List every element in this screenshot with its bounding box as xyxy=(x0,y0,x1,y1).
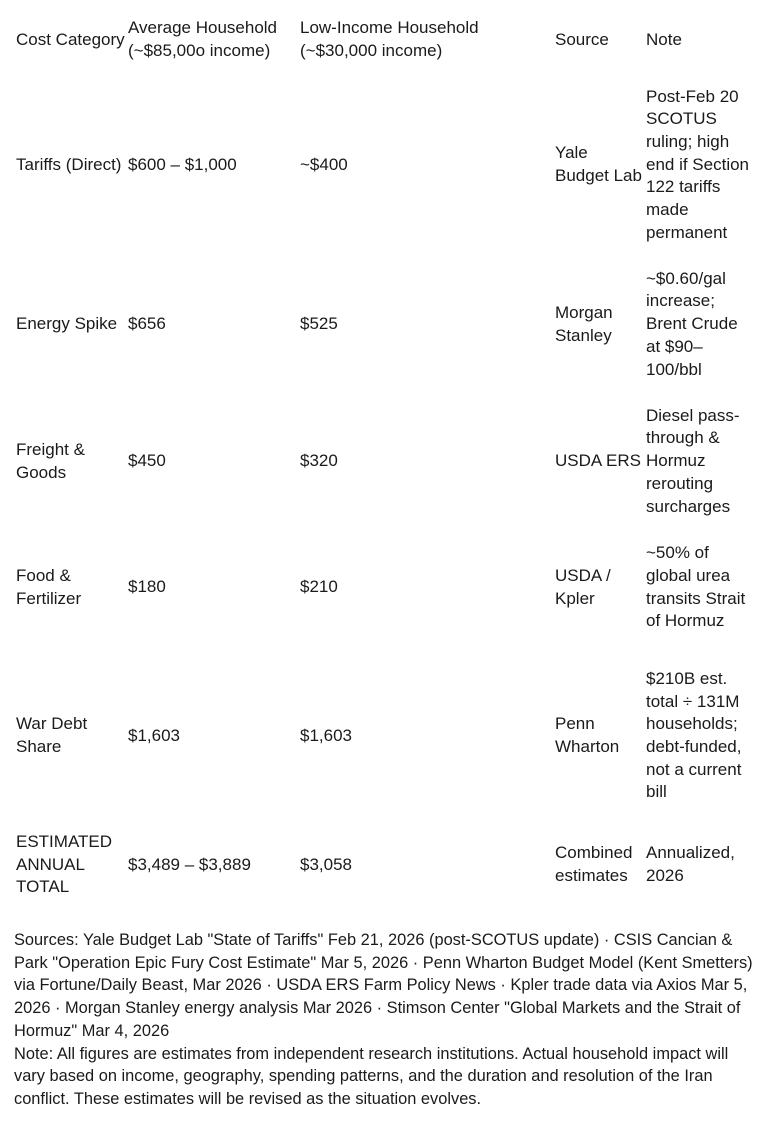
cell-source: Combined estimates xyxy=(555,843,633,885)
cell-category: Food & Fertilizer xyxy=(16,565,82,608)
cell-note: ~50% of global urea transits Strait of Hormuz xyxy=(646,543,746,631)
disclaimer-note: Note: All figures are estimates from independent research institutions. Actual household impact will vary based on income, geography, spending patterns, and the duration and resolution of the Iran conflict. These estimates will be revised as the situation evolves. xyxy=(14,1044,729,1108)
header-note: Note xyxy=(646,29,682,49)
cell-source: Penn Wharton xyxy=(555,714,620,756)
cell-low-income: $320 xyxy=(300,451,338,471)
header-cost-category: Cost Category xyxy=(16,29,125,49)
cell-note: Diesel pass-through & Hormuz rerouting surcharges xyxy=(646,405,740,516)
table-row xyxy=(16,530,756,645)
cell-note: Annualized, 2026 xyxy=(646,843,735,885)
cell-low-income: $1,603 xyxy=(300,725,352,745)
cell-low-income: $3,058 xyxy=(300,854,352,874)
table-row xyxy=(16,393,756,530)
footer-notes xyxy=(14,929,759,1111)
cell-average: $3,489 – $3,889 xyxy=(128,854,251,874)
header-low-income-household: Low-Income Household (~$30,000 income) xyxy=(300,18,479,60)
table-row xyxy=(16,645,756,827)
cell-low-income: $525 xyxy=(300,314,338,334)
cell-source: USDA ERS xyxy=(555,451,641,471)
cell-category: Energy Spike xyxy=(16,314,118,334)
cell-average: $450 xyxy=(128,451,166,471)
table-row xyxy=(16,74,756,256)
header-average-household: Average Household (~$85,00o income) xyxy=(128,18,278,60)
table-header-row xyxy=(16,6,756,74)
header-source: Source xyxy=(555,29,609,49)
cell-source: USDA / Kpler xyxy=(555,565,611,608)
cell-note: ~$0.60/gal increase; Brent Crude at $90–100/bbl xyxy=(646,268,738,379)
cell-average: $1,603 xyxy=(128,725,180,745)
cell-category: ESTIMATED ANNUAL TOTAL xyxy=(16,831,113,897)
cell-low-income: ~$400 xyxy=(300,154,348,174)
cell-average: $180 xyxy=(128,577,166,597)
cell-source: Morgan Stanley xyxy=(555,302,613,345)
table-total-row xyxy=(16,827,756,903)
cell-category: Freight & Goods xyxy=(16,439,85,482)
sources-text: Sources: Yale Budget Lab "State of Tariffs" Feb 21, 2026 (post-SCOTUS update) · CSIS Cancian & Park "Operation Epic Fury Cost Estimate" Mar 5, 2026 · Penn Wharton Budget Model (Kent Smetters) via Fortune/Daily Beast, Mar 2026 · USDA ERS Farm Policy News · Kpler trade data via Axios Mar 5, 2026 · Morgan Stanley energy analysis Mar 2026 · Stimson Center "Global Markets and the Strait of Hormuz" Mar 4, 2026 xyxy=(14,931,753,1040)
cell-note: Post-Feb 20 SCOTUS ruling; high end if Section 122 tariffs made permanent xyxy=(646,86,750,242)
cell-category: Tariffs (Direct) xyxy=(16,154,122,174)
household-cost-table xyxy=(16,6,756,903)
cell-average: $656 xyxy=(128,314,166,334)
cell-category: War Debt Share xyxy=(16,714,88,756)
table-row xyxy=(16,256,756,393)
cell-low-income: $210 xyxy=(300,577,338,597)
cell-average: $600 – $1,000 xyxy=(128,154,237,174)
cell-note: $210B est. total ÷ 131M households; debt-funded, not a current bill xyxy=(646,668,742,802)
cell-source: Yale Budget Lab xyxy=(555,143,642,185)
